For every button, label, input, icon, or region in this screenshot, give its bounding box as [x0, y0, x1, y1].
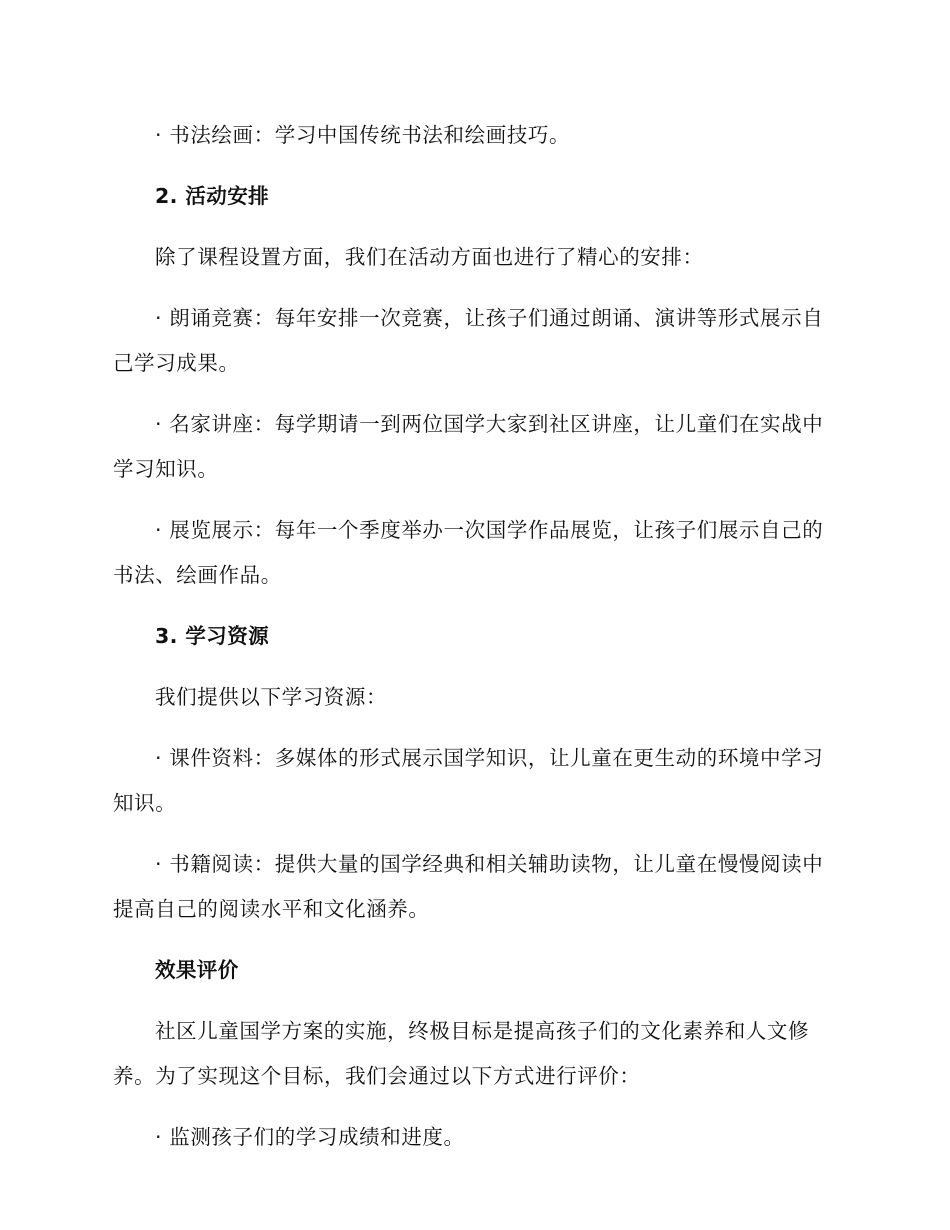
- activities-intro: 除了课程设置方面，我们在活动方面也进行了精心的安排：: [155, 245, 704, 269]
- bullet-recitation-contest: · 朗诵竞赛：每年安排一次竞赛，让孩子们通过朗诵、演讲等形式展示自己学习成果。: [113, 306, 824, 375]
- bullet-expert-lectures: · 名家讲座：每学期请一到两位国学大家到社区讲座，让儿童们在实战中学习知识。: [113, 412, 824, 481]
- bullet-courseware: · 课件资料：多媒体的形式展示国学知识，让儿童在更生动的环境中学习知识。: [113, 746, 824, 815]
- resources-intro: 我们提供以下学习资源：: [155, 685, 388, 709]
- bullet-exhibition: · 展览展示：每年一个季度举办一次国学作品展览，让孩子们展示自己的书法、绘画作品。: [113, 518, 824, 587]
- section-heading-evaluation: 效果评价: [155, 958, 239, 982]
- bullet-book-reading: · 书籍阅读：提供大量的国学经典和相关辅助读物，让儿童在慢慢阅读中提高自己的阅读水平和文化涵养。: [113, 852, 824, 921]
- evaluation-intro: 社区儿童国学方案的实施，终极目标是提高孩子们的文化素养和人文修养。为了实现这个目标，我们会通过以下方式进行评价：: [113, 1019, 810, 1088]
- bullet-calligraphy-painting: · 书法绘画：学习中国传统书法和绘画技巧。: [155, 123, 571, 147]
- section-heading-resources: 3. 学习资源: [155, 624, 269, 648]
- section-heading-activities: 2. 活动安排: [155, 184, 269, 208]
- bullet-monitor-progress: · 监测孩子们的学习成绩和进度。: [155, 1125, 465, 1149]
